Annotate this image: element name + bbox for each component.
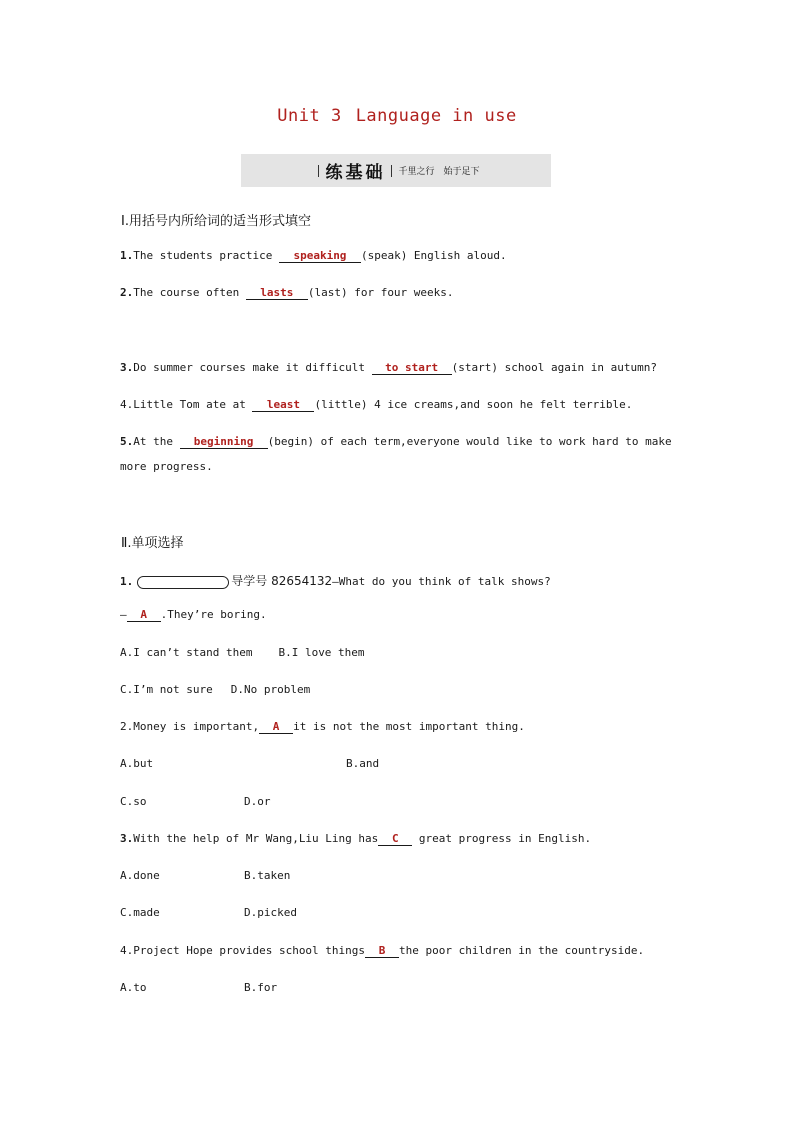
option-b: B.and — [346, 757, 380, 770]
fill-item-5-continuation: more progress. — [120, 460, 213, 473]
option-c: C.I’m not sure — [120, 683, 213, 696]
answer-blank: A — [127, 608, 161, 622]
answer-blank: C — [378, 832, 412, 846]
section-1-heading: Ⅰ.用括号内所给词的适当形式填空 — [121, 214, 311, 229]
mc-question-1-reply: — A .They’re boring. — [120, 608, 267, 621]
fill-item-5: 5.At the beginning (begin) of each term,everyone would like to work hard to make — [120, 435, 672, 448]
divider — [318, 165, 319, 177]
option-a: A.but — [120, 757, 154, 770]
option-b: B.for — [244, 981, 278, 994]
option-b: B.taken — [244, 869, 291, 882]
section-2-heading: Ⅱ.单项选择 — [121, 536, 184, 551]
fill-item-1: 1.The students practice speaking (speak) English aloud. — [120, 249, 507, 262]
answer-blank: B — [365, 944, 399, 958]
option-b: B.I love them — [278, 646, 365, 659]
divider — [391, 165, 392, 177]
option-a: A.I can’t stand them — [120, 646, 253, 659]
option-d: D.picked — [244, 906, 297, 919]
fill-item-4: 4.Little Tom ate at least (little) 4 ice creams,and soon he felt terrible. — [120, 398, 633, 411]
answer-blank: to start — [372, 361, 452, 375]
option-c: C.made — [120, 906, 160, 919]
mc-question-3: 3.With the help of Mr Wang,Liu Ling has C great progress in English. — [120, 832, 592, 845]
option-a: A.done — [120, 869, 160, 882]
guide-number: 导学号 82654132 — [231, 574, 333, 588]
answer-blank: A — [259, 720, 293, 734]
guide-badge — [137, 576, 229, 589]
unit-label: Unit 3 — [277, 106, 342, 126]
banner-motto: 千里之行 始于足下 — [398, 167, 480, 177]
banner-main-text: 练基础 — [325, 163, 386, 183]
answer-blank: least — [252, 398, 314, 412]
mc-2-options-row-1 — [120, 757, 153, 770]
mc-question-4: 4.Project Hope provides school things B the poor children in the countryside. — [120, 944, 645, 957]
mc-question-1: 1. 导学号 82654132—What do you think of talk shows? — [120, 574, 551, 588]
option-d: D.No problem — [230, 683, 311, 696]
option-d: D.or — [244, 795, 271, 808]
fill-item-2: 2.The course often lasts (last) for four weeks. — [120, 286, 454, 299]
section-banner — [241, 154, 551, 187]
answer-blank: beginning — [180, 435, 268, 449]
option-c: C.so — [120, 795, 147, 808]
answer-blank: speaking — [279, 249, 361, 263]
unit-topic: Language in use — [355, 106, 517, 126]
mc-1-options-row-1 — [120, 646, 365, 659]
page-title — [0, 106, 794, 126]
option-a: A.to — [120, 981, 147, 994]
answer-blank: lasts — [246, 286, 308, 300]
mc-question-2: 2.Money is important, A it is not the most important thing. — [120, 720, 525, 733]
fill-item-3: 3.Do summer courses make it difficult to start (start) school again in autumn? — [120, 361, 657, 374]
mc-1-options-row-2 — [120, 683, 310, 696]
